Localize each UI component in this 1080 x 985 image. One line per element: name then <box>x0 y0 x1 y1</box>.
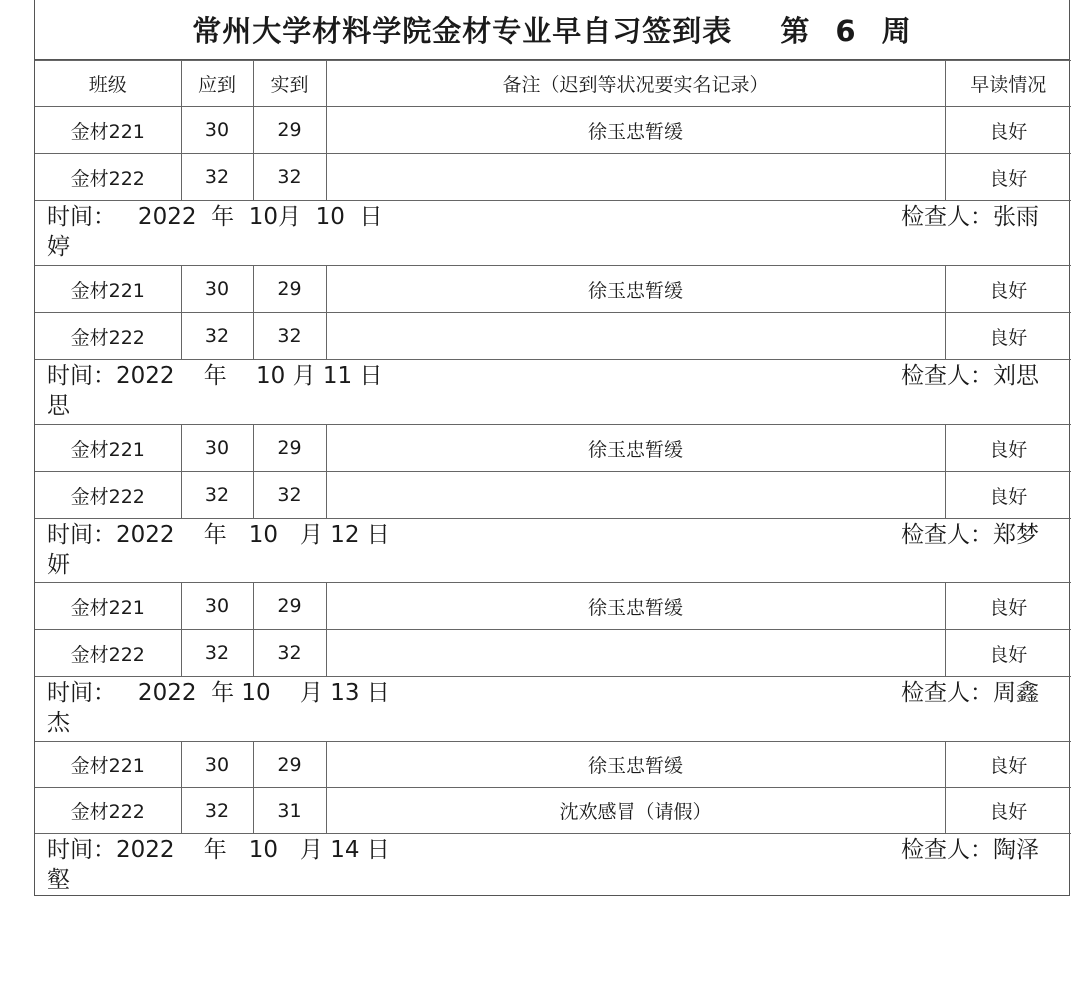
sign-in-sheet <box>34 0 1070 896</box>
inspector-wrap: 思 <box>47 393 70 419</box>
actual-cell: 31 <box>253 788 326 834</box>
notes-cell <box>326 313 945 360</box>
inspector-wrap: 妍 <box>47 552 70 578</box>
table-row <box>35 742 1071 788</box>
notes-cell: 徐玉忠暂缓 <box>326 266 945 313</box>
header-row <box>35 61 1071 107</box>
reading-cell: 良好 <box>945 154 1071 201</box>
notes-cell <box>326 154 945 201</box>
expected-cell: 32 <box>181 472 253 519</box>
expected-cell: 32 <box>181 788 253 834</box>
inspector-text: 检查人：刘思 <box>901 363 1039 389</box>
table-row <box>35 107 1071 154</box>
class-cell: 金材222 <box>35 313 181 360</box>
expected-cell: 32 <box>181 154 253 201</box>
inspector-wrap: 婷 <box>47 234 70 260</box>
sheet-title-row <box>35 0 1069 60</box>
date-text: 时间：2022 年 10 月 14 日 <box>47 837 390 863</box>
class-cell: 金材221 <box>35 583 181 630</box>
header-reading: 早读情况 <box>945 61 1071 107</box>
table-row <box>35 472 1071 519</box>
date-text: 时间：2022 年 10 月 11 日 <box>47 363 383 389</box>
notes-cell: 沈欢感冒（请假） <box>326 788 945 834</box>
reading-cell: 良好 <box>945 472 1071 519</box>
notes-cell: 徐玉忠暂缓 <box>326 425 945 472</box>
class-cell: 金材222 <box>35 630 181 677</box>
class-cell: 金材221 <box>35 107 181 154</box>
actual-cell: 32 <box>253 472 326 519</box>
date-row <box>35 518 1069 582</box>
table-row <box>35 154 1071 201</box>
actual-cell: 29 <box>253 266 326 313</box>
header-expected: 应到 <box>181 61 253 107</box>
notes-cell: 徐玉忠暂缓 <box>326 742 945 788</box>
table-row <box>35 266 1071 313</box>
notes-cell: 徐玉忠暂缓 <box>326 583 945 630</box>
class-cell: 金材222 <box>35 154 181 201</box>
reading-cell: 良好 <box>945 266 1071 313</box>
header-actual: 实到 <box>253 61 326 107</box>
reading-cell: 良好 <box>945 313 1071 360</box>
actual-cell: 29 <box>253 583 326 630</box>
actual-cell: 32 <box>253 313 326 360</box>
reading-cell: 良好 <box>945 630 1071 677</box>
actual-cell: 32 <box>253 154 326 201</box>
expected-cell: 30 <box>181 107 253 154</box>
header-table <box>35 60 1071 107</box>
expected-cell: 30 <box>181 266 253 313</box>
class-cell: 金材222 <box>35 788 181 834</box>
expected-cell: 32 <box>181 313 253 360</box>
day-table <box>35 265 1071 360</box>
expected-cell: 30 <box>181 742 253 788</box>
actual-cell: 29 <box>253 107 326 154</box>
class-cell: 金材221 <box>35 742 181 788</box>
actual-cell: 29 <box>253 742 326 788</box>
table-row <box>35 425 1071 472</box>
date-row <box>35 200 1069 265</box>
date-text: 时间： 2022 年 10月 10 日 <box>47 204 383 230</box>
reading-cell: 良好 <box>945 583 1071 630</box>
week-label: 第 6 周 <box>780 14 912 48</box>
notes-cell <box>326 472 945 519</box>
reading-cell: 良好 <box>945 742 1071 788</box>
date-row <box>35 833 1069 895</box>
sheet-title: 常州大学材料学院金材专业早自习签到表 <box>192 14 733 48</box>
inspector-text: 检查人：郑梦 <box>901 522 1039 548</box>
day-table <box>35 424 1071 519</box>
day-table <box>35 582 1071 677</box>
notes-cell <box>326 630 945 677</box>
header-notes: 备注（迟到等状况要实名记录） <box>326 61 945 107</box>
date-row <box>35 359 1069 424</box>
inspector-wrap: 壑 <box>47 867 70 893</box>
reading-cell: 良好 <box>945 425 1071 472</box>
inspector-text: 检查人：张雨 <box>901 204 1039 230</box>
day-table <box>35 106 1071 201</box>
class-cell: 金材221 <box>35 425 181 472</box>
date-text: 时间： 2022 年 10 月 13 日 <box>47 680 390 706</box>
reading-cell: 良好 <box>945 107 1071 154</box>
table-row <box>35 630 1071 677</box>
notes-cell: 徐玉忠暂缓 <box>326 107 945 154</box>
inspector-text: 检查人：周鑫 <box>901 680 1039 706</box>
class-cell: 金材222 <box>35 472 181 519</box>
reading-cell: 良好 <box>945 788 1071 834</box>
actual-cell: 29 <box>253 425 326 472</box>
table-row <box>35 583 1071 630</box>
table-row <box>35 313 1071 360</box>
expected-cell: 30 <box>181 583 253 630</box>
expected-cell: 32 <box>181 630 253 677</box>
inspector-wrap: 杰 <box>47 710 70 736</box>
table-row <box>35 788 1071 834</box>
date-row <box>35 676 1069 741</box>
header-class: 班级 <box>35 61 181 107</box>
inspector-text: 检查人：陶泽 <box>901 837 1039 863</box>
expected-cell: 30 <box>181 425 253 472</box>
class-cell: 金材221 <box>35 266 181 313</box>
day-table <box>35 741 1071 834</box>
actual-cell: 32 <box>253 630 326 677</box>
date-text: 时间：2022 年 10 月 12 日 <box>47 522 390 548</box>
